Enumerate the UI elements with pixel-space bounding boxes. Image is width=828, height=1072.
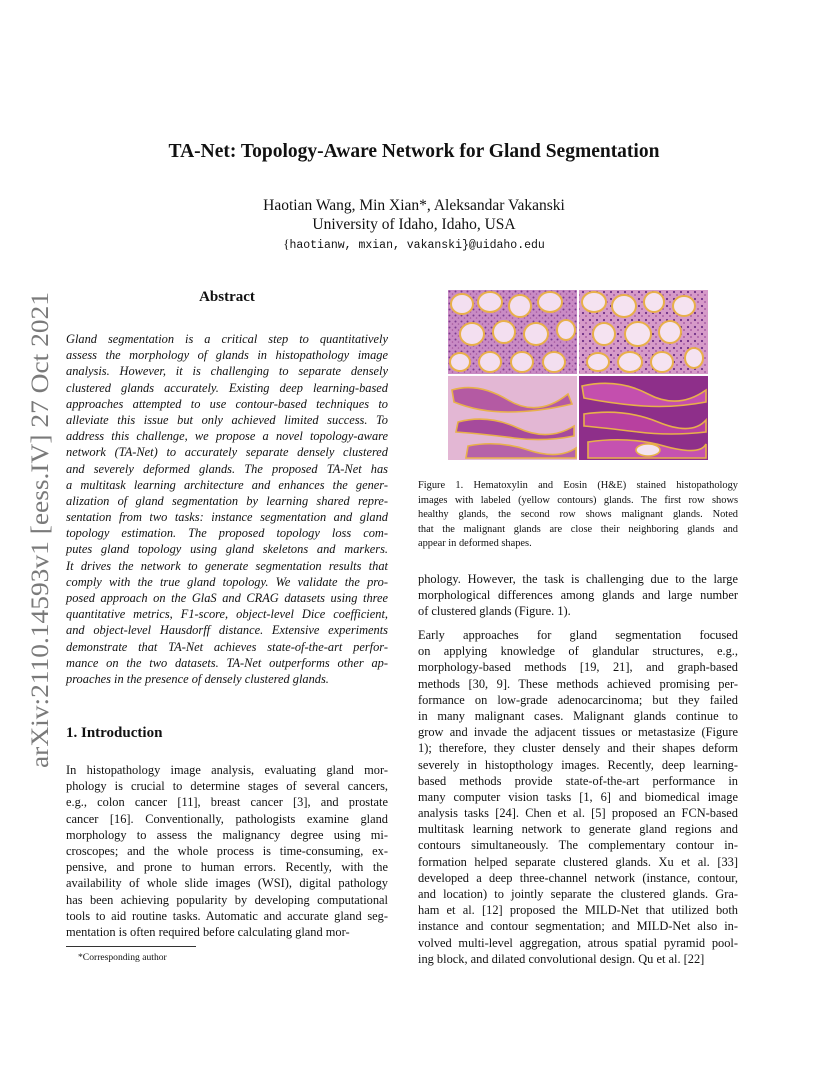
abstract-body [66, 331, 388, 687]
body-line: volved multi-level aggregation, atrous spatial pyramid pool- [418, 935, 738, 950]
arxiv-stamp-text: arXiv:2110.14593v1 [eess.IV] 27 Oct 2021 [25, 325, 54, 768]
body-line: based methods provide state-of-the-art performance in [418, 773, 738, 788]
abstract-line: demonstrate that TA-Net achieves state-of-the-art perfor- [66, 639, 388, 654]
intro-line: has been achieving popularity by developing computational [66, 892, 388, 907]
abstract-line: a multitask learning architecture and enhances the gener- [66, 477, 388, 492]
abstract-line: alleviate this issue but only achieved limited success. To [66, 412, 388, 427]
intro-line: cancer [16]. Conventionally, pathologists examine gland [66, 811, 388, 826]
abstract-line: Gland segmentation is a critical step to quantitatively [66, 332, 388, 346]
intro-body [66, 762, 388, 940]
right-column-paragraph-1 [418, 571, 738, 620]
abstract-line: analysis. However, it is challenging to separate densely [66, 364, 388, 379]
body-line: phology. However, the task is challenging due to the large [418, 572, 738, 586]
figure-caption [418, 479, 738, 552]
footnote-rule [66, 946, 196, 947]
caption-line: that the malignant glands are close their neighboring glands and [418, 523, 738, 535]
abstract-line: assess the morphology of glands in histopathology image [66, 348, 388, 363]
abstract-line: comply with the true gland topology. We validate the pro- [66, 574, 388, 589]
intro-line: morphology to assess the malignancy degree using mi- [66, 827, 388, 842]
healthy-gland-image-1 [448, 290, 577, 374]
abstract-line: mance on the two datasets. TA-Net outperforms other ap- [66, 655, 388, 670]
body-line: analysis tasks [24]. Chen et al. [5] proposed an FCN-based [418, 806, 738, 821]
intro-line: availability of whole slide images (WSI), digital pathology [66, 876, 388, 891]
intro-line: pensive, and prone to human errors. Recently, with the [66, 860, 388, 875]
body-line: methods [30, 9]. These methods achieved promising per- [418, 676, 738, 691]
body-line: in many malignant cases. Malignant glands continue to [418, 708, 738, 723]
abstract-line: topology estimation. The proposed topology loss com- [66, 526, 388, 541]
body-line: multitask learning network to generate gland regions and [418, 822, 738, 837]
abstract-line: posed approach on the GlaS and CRAG datasets using three [66, 591, 388, 605]
arxiv-stamp [18, 290, 58, 770]
malignant-gland-image-1 [448, 376, 577, 460]
caption-line: images with labeled (yellow contours) glands. The first row shows [418, 494, 738, 506]
abstract-line: network (TA-Net) to accurately separate densely clustered [66, 445, 388, 460]
abstract-line: putes gland topology using gland skeletons and markers. [66, 542, 388, 557]
affiliation: University of Idaho, Idaho, USA [312, 216, 516, 233]
footnote: *Corresponding author [78, 952, 167, 963]
abstract-line: sentation from two tasks: instance segmentation and gland [66, 510, 388, 525]
author-emails [0, 236, 828, 252]
intro-line: croscopes; and the whole process is time-consuming, ex- [66, 843, 388, 858]
body-line: morphology-based methods [19, 21], and graph-based [418, 660, 738, 675]
body-line: grow and invade the adjacent tissues or metastasize (Figure [418, 725, 738, 740]
abstract-line: approaches attempted to use contour-based techniques to [66, 396, 388, 411]
intro-line: In histopathology image analysis, evaluating gland mor- [66, 763, 388, 777]
body-line: and location) to jointly separate the clustered glands. Gra- [418, 887, 738, 901]
abstract-line: address this challenge, we propose a novel topology-aware [66, 429, 388, 444]
email-text: haotianw, mxian, vakanski}@uidaho.edu [289, 239, 545, 252]
abstract-line: clustered glands accurately. Existing deep learning-based [66, 380, 388, 395]
author-names: Haotian Wang, Min Xian*, Aleksandar Vakanski [263, 197, 565, 214]
body-line: developed a deep three-channel network (instance, contour, [418, 870, 738, 885]
body-line: ing block, and dilated convolutional design. Qu et al. [22] [418, 951, 705, 966]
intro-line: phology is crucial to determine stages of several cancers, [66, 779, 388, 794]
body-line: on applying knowledge of glandular structures, e.g., [418, 644, 738, 659]
caption-line: healthy glands, the second row shows malignant glands. Noted [418, 509, 738, 521]
intro-heading: 1. Introduction [66, 725, 163, 741]
caption-line: Figure 1. Hematoxylin and Eosin (H&E) stained histopathology [418, 480, 738, 491]
abstract-line: quantitative metrics, F1-score, object-level Dice coefficient, [66, 607, 388, 622]
author-block [0, 196, 828, 234]
abstract-line: It drives the network to generate segmentation results that [66, 558, 388, 573]
email-brace: { [283, 236, 290, 251]
right-column-paragraph-2 [418, 627, 738, 967]
body-line: formance on low-grade adenocarcinoma; but they failed [418, 692, 738, 707]
body-line: severely in histopthology images. Recently, deep learning- [418, 757, 738, 772]
abstract-heading: Abstract [199, 289, 255, 305]
body-line: of clustered glands (Figure. 1). [418, 604, 571, 619]
malignant-gland-image-2 [579, 376, 708, 460]
healthy-gland-image-2 [579, 290, 708, 374]
body-line: ham et al. [12] proposed the MILD-Net that utilized both [418, 903, 738, 918]
intro-line: mentation is often required before calculating gland mor- [66, 924, 350, 939]
body-line: many computer vision tasks [1, 6] and biomedical image [418, 789, 738, 804]
figure-histopathology-grid [448, 290, 708, 460]
abstract-line: proaches in the presence of densely clustered glands. [66, 671, 329, 686]
caption-line: appear in deformed shapes. [418, 538, 532, 550]
body-line: 1); therefore, they cluster densely and their shapes deform [418, 741, 738, 756]
intro-line: tools to aid routine tasks. Automatic and accurate gland seg- [66, 908, 388, 923]
abstract-line: and object-level Hausdorff distance. Extensive experiments [66, 623, 388, 638]
body-line: Early approaches for gland segmentation focused [418, 628, 738, 642]
body-line: formation helped separate clustered glands. Xu et al. [33] [418, 854, 738, 869]
abstract-line: and severely deformed glands. The proposed TA-Net has [66, 461, 388, 476]
body-line: contours simultaneously. The complementary contour in- [418, 838, 738, 853]
body-line: instance and contour segmentation; and MILD-Net also in- [418, 919, 738, 934]
abstract-line: alization of gland segmentation by learning shared repre- [66, 493, 388, 508]
paper-title: TA-Net: Topology-Aware Network for Gland Segmentation [168, 141, 660, 162]
intro-line: e.g., colon cancer [11], breast cancer [3], and prostate [66, 795, 388, 810]
body-line: morphological differences among glands and large number [418, 588, 738, 603]
